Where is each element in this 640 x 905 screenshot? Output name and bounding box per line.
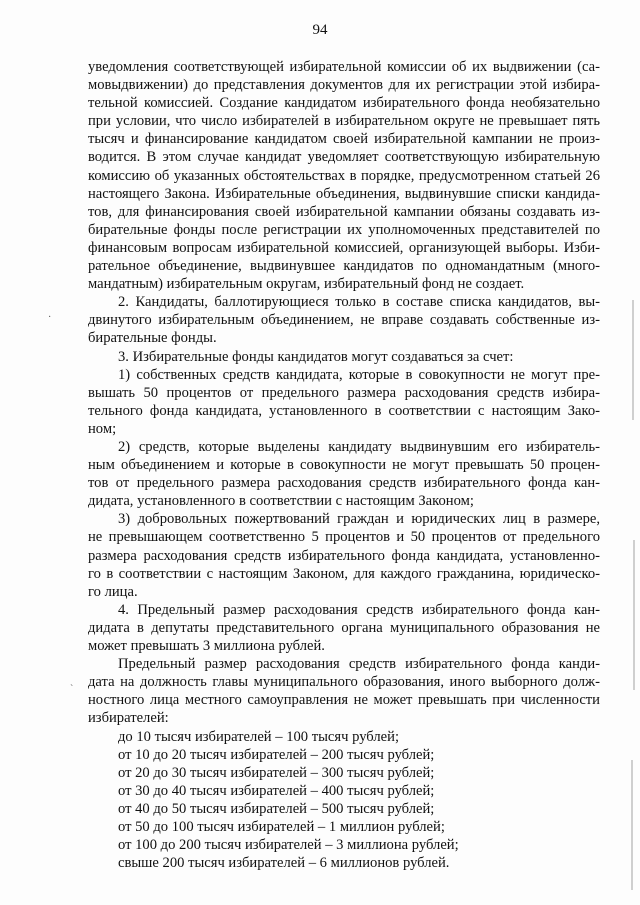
paragraph-line: мандатным) избирательным округам, избирательный фонд не создает.	[88, 276, 525, 293]
scan-speck: ·	[48, 312, 52, 323]
paragraph-line: 3. Избирательные фонды кандидатов могут создаваться за счет:	[118, 348, 514, 365]
page-number: 94	[312, 22, 328, 38]
paragraph-line: настоящего Закона. Избирательные объединения, выдвинувшие списки кандида-	[88, 185, 600, 202]
paragraph-line: бирательные фонды после регистрации их уполномоченных представителей по	[88, 221, 600, 238]
paragraph-line: Предельный размер расходования средств избирательного фонда канди-	[118, 656, 600, 673]
paragraph-line: ным объединением и которые в совокупности не могут превышать 50 процен-	[88, 457, 600, 474]
paragraph-line: тов, для финансирования своей избирательной кампании обязаны создавать из-	[88, 203, 600, 220]
document-body-text	[88, 58, 600, 727]
paragraph-line: 4. Предельный размер расходования средств избирательного фонда кан-	[118, 601, 600, 618]
paragraph-line: уведомления соответствующей избирательной комиссии об их выдвижении (са-	[88, 59, 600, 75]
paragraph-line: финансовым вопросам избирательной комиссией, организующей выборы. Изби-	[88, 239, 600, 256]
paragraph-line: рательное объединение, выдвинувшее кандидатов по одномандатным (много-	[88, 258, 600, 275]
paragraph-line: при условии, что число избирателей в избирательном округе не превышает пять	[88, 113, 600, 130]
paragraph-line: 1) собственных средств кандидата, которые в совокупности не могут пре-	[118, 366, 600, 383]
paragraph-line: го в соответствии с настоящим Законом, для каждого гражданина, юридическо-	[88, 565, 600, 582]
scan-speck: `	[70, 684, 74, 695]
spending-limit-item: до 10 тысяч избирателей – 100 тысяч рублей;	[118, 728, 399, 745]
paragraph-line: 2) средств, которые выделены кандидату выдвинувшим его избиратель-	[118, 438, 600, 455]
paragraph-line: комиссию об указанных обстоятельствах в порядке, предусмотренном статьей 26	[88, 167, 600, 184]
paragraph-line: 2. Кандидаты, баллотирующиеся только в составе списка кандидатов, вы-	[118, 294, 600, 311]
spending-limit-item: от 10 до 20 тысяч избирателей – 200 тысяч рублей;	[118, 746, 435, 763]
paragraph-line: вышать 50 процентов от предельного размера расходования средств избира-	[88, 384, 600, 401]
paragraph-line: ном;	[88, 420, 117, 437]
paragraph-line: может превышать 3 миллиона рублей.	[88, 638, 325, 654]
paragraph-line: дидата в депутаты представительного органа муниципального образования не	[88, 619, 600, 636]
paragraph-line: водится. В этом случае кандидат уведомляет соответствующую избирательную	[88, 149, 600, 166]
spending-limit-item: от 20 до 30 тысяч избирателей – 300 тысяч рублей;	[118, 764, 435, 781]
paragraph-line: го лица.	[88, 583, 138, 600]
paragraph-line: дата на должность главы муниципального образования, иного выборного долж-	[88, 674, 600, 691]
spending-limit-item: от 50 до 100 тысяч избирателей – 1 миллион рублей;	[118, 819, 445, 836]
paragraph-line: тельного фонда кандидата, установленного в соответствии с настоящим Зако-	[88, 402, 600, 419]
paragraph-line: избирателей:	[88, 710, 169, 727]
paragraph-line: тельной комиссией. Создание кандидатом избирательного фонда необязательно	[88, 95, 600, 112]
paragraph-line: ностного лица местного самоуправления не может превышать при численности	[88, 692, 600, 709]
scan-edge-mark	[631, 760, 633, 890]
paragraph-line: тысяч и финансирование кандидатом своей избирательной кампании не произ-	[88, 131, 600, 148]
paragraph-line: 3) добровольных пожертвований граждан и юридических лиц в размере,	[118, 511, 600, 528]
paragraph-line: тов от предельного размера расходования средств избирательного фонда кан-	[88, 475, 600, 492]
scan-edge-mark	[633, 540, 635, 690]
paragraph-line: дидата, установленного в соответствии с настоящим Законом;	[88, 493, 474, 510]
spending-limits-list	[118, 728, 459, 873]
paragraph-line: размера расходования средств избирательного фонда кандидата, установленно-	[88, 547, 600, 564]
spending-limit-item: от 40 до 50 тысяч избирателей – 500 тысяч рублей;	[118, 801, 435, 818]
spending-limit-item: свыше 200 тысяч избирателей – 6 миллионов рублей.	[118, 855, 450, 872]
spending-limit-item: от 100 до 200 тысяч избирателей – 3 миллиона рублей;	[118, 837, 459, 854]
paragraph-line: бирательные фонды.	[88, 330, 217, 347]
paragraph-line: двинутого избирательным объединением, не вправе создавать собственные из-	[88, 312, 600, 329]
paragraph-line: мовыдвижении) до представления документов для их регистрации этой избира-	[88, 77, 600, 94]
spending-limit-item: от 30 до 40 тысяч избирателей – 400 тысяч рублей;	[118, 782, 435, 799]
scan-edge-mark	[632, 300, 634, 420]
paragraph-line: не превышающем соответственно 5 процентов и 50 процентов от предельного	[88, 529, 600, 546]
